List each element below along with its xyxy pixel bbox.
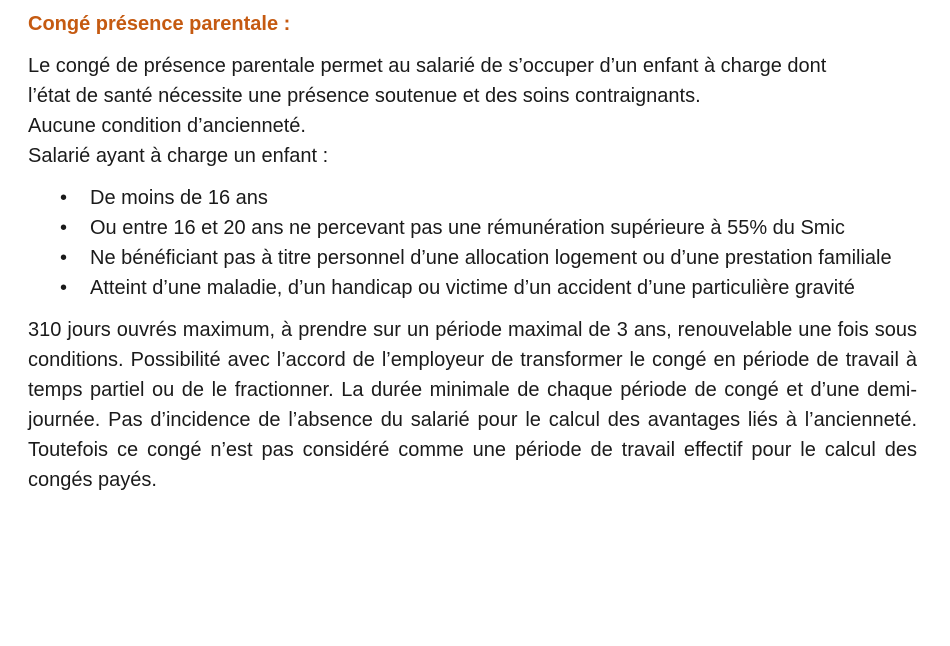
- list-item: [28, 243, 917, 273]
- bullet-icon: •: [60, 247, 68, 269]
- intro-line: Le congé de présence parentale permet au salarié de s’occuper d’un enfant à charge dont: [28, 55, 827, 77]
- section-heading: Congé présence parentale :: [28, 13, 291, 35]
- list-item-text: Ne bénéficiant pas à titre personnel d’une allocation logement ou d’une prestation familiale: [90, 247, 892, 269]
- list-item: [28, 183, 917, 213]
- intro-line: l’état de santé nécessite une présence soutenue et des soins contraignants.: [28, 85, 701, 107]
- bullet-icon: •: [60, 187, 68, 209]
- intro-line: Salarié ayant à charge un enfant :: [28, 145, 329, 167]
- intro-paragraph: [28, 51, 917, 171]
- eligibility-list: [28, 183, 917, 303]
- list-item-text: Atteint d’une maladie, d’un handicap ou victime d’un accident d’une particulière gravité: [90, 277, 855, 299]
- intro-line: Aucune condition d’ancienneté.: [28, 115, 306, 137]
- closing-paragraph: 310 jours ouvrés maximum, à prendre sur un période maximal de 3 ans, renouvelable une fois sous conditions. Possibilité avec l’accord de l’employeur de transformer le congé en période de travail à temps partiel ou de le fractionner. La durée minimale de chaque période de congé et d’une demi-journée. Pas d’incidence de l’absence du salarié pour le calcul des avantages liés à l’ancienneté. Toutefois ce congé n’est pas considéré comme une période de travail effectif pour le calcul des congés payés.: [28, 319, 917, 491]
- list-item-text: De moins de 16 ans: [90, 187, 268, 209]
- list-item: [28, 273, 917, 303]
- bullet-icon: •: [60, 217, 68, 239]
- bullet-icon: •: [60, 277, 68, 299]
- list-item: [28, 213, 917, 243]
- document-body: [28, 9, 917, 495]
- list-item-text: Ou entre 16 et 20 ans ne percevant pas une rémunération supérieure à 55% du Smic: [90, 217, 845, 239]
